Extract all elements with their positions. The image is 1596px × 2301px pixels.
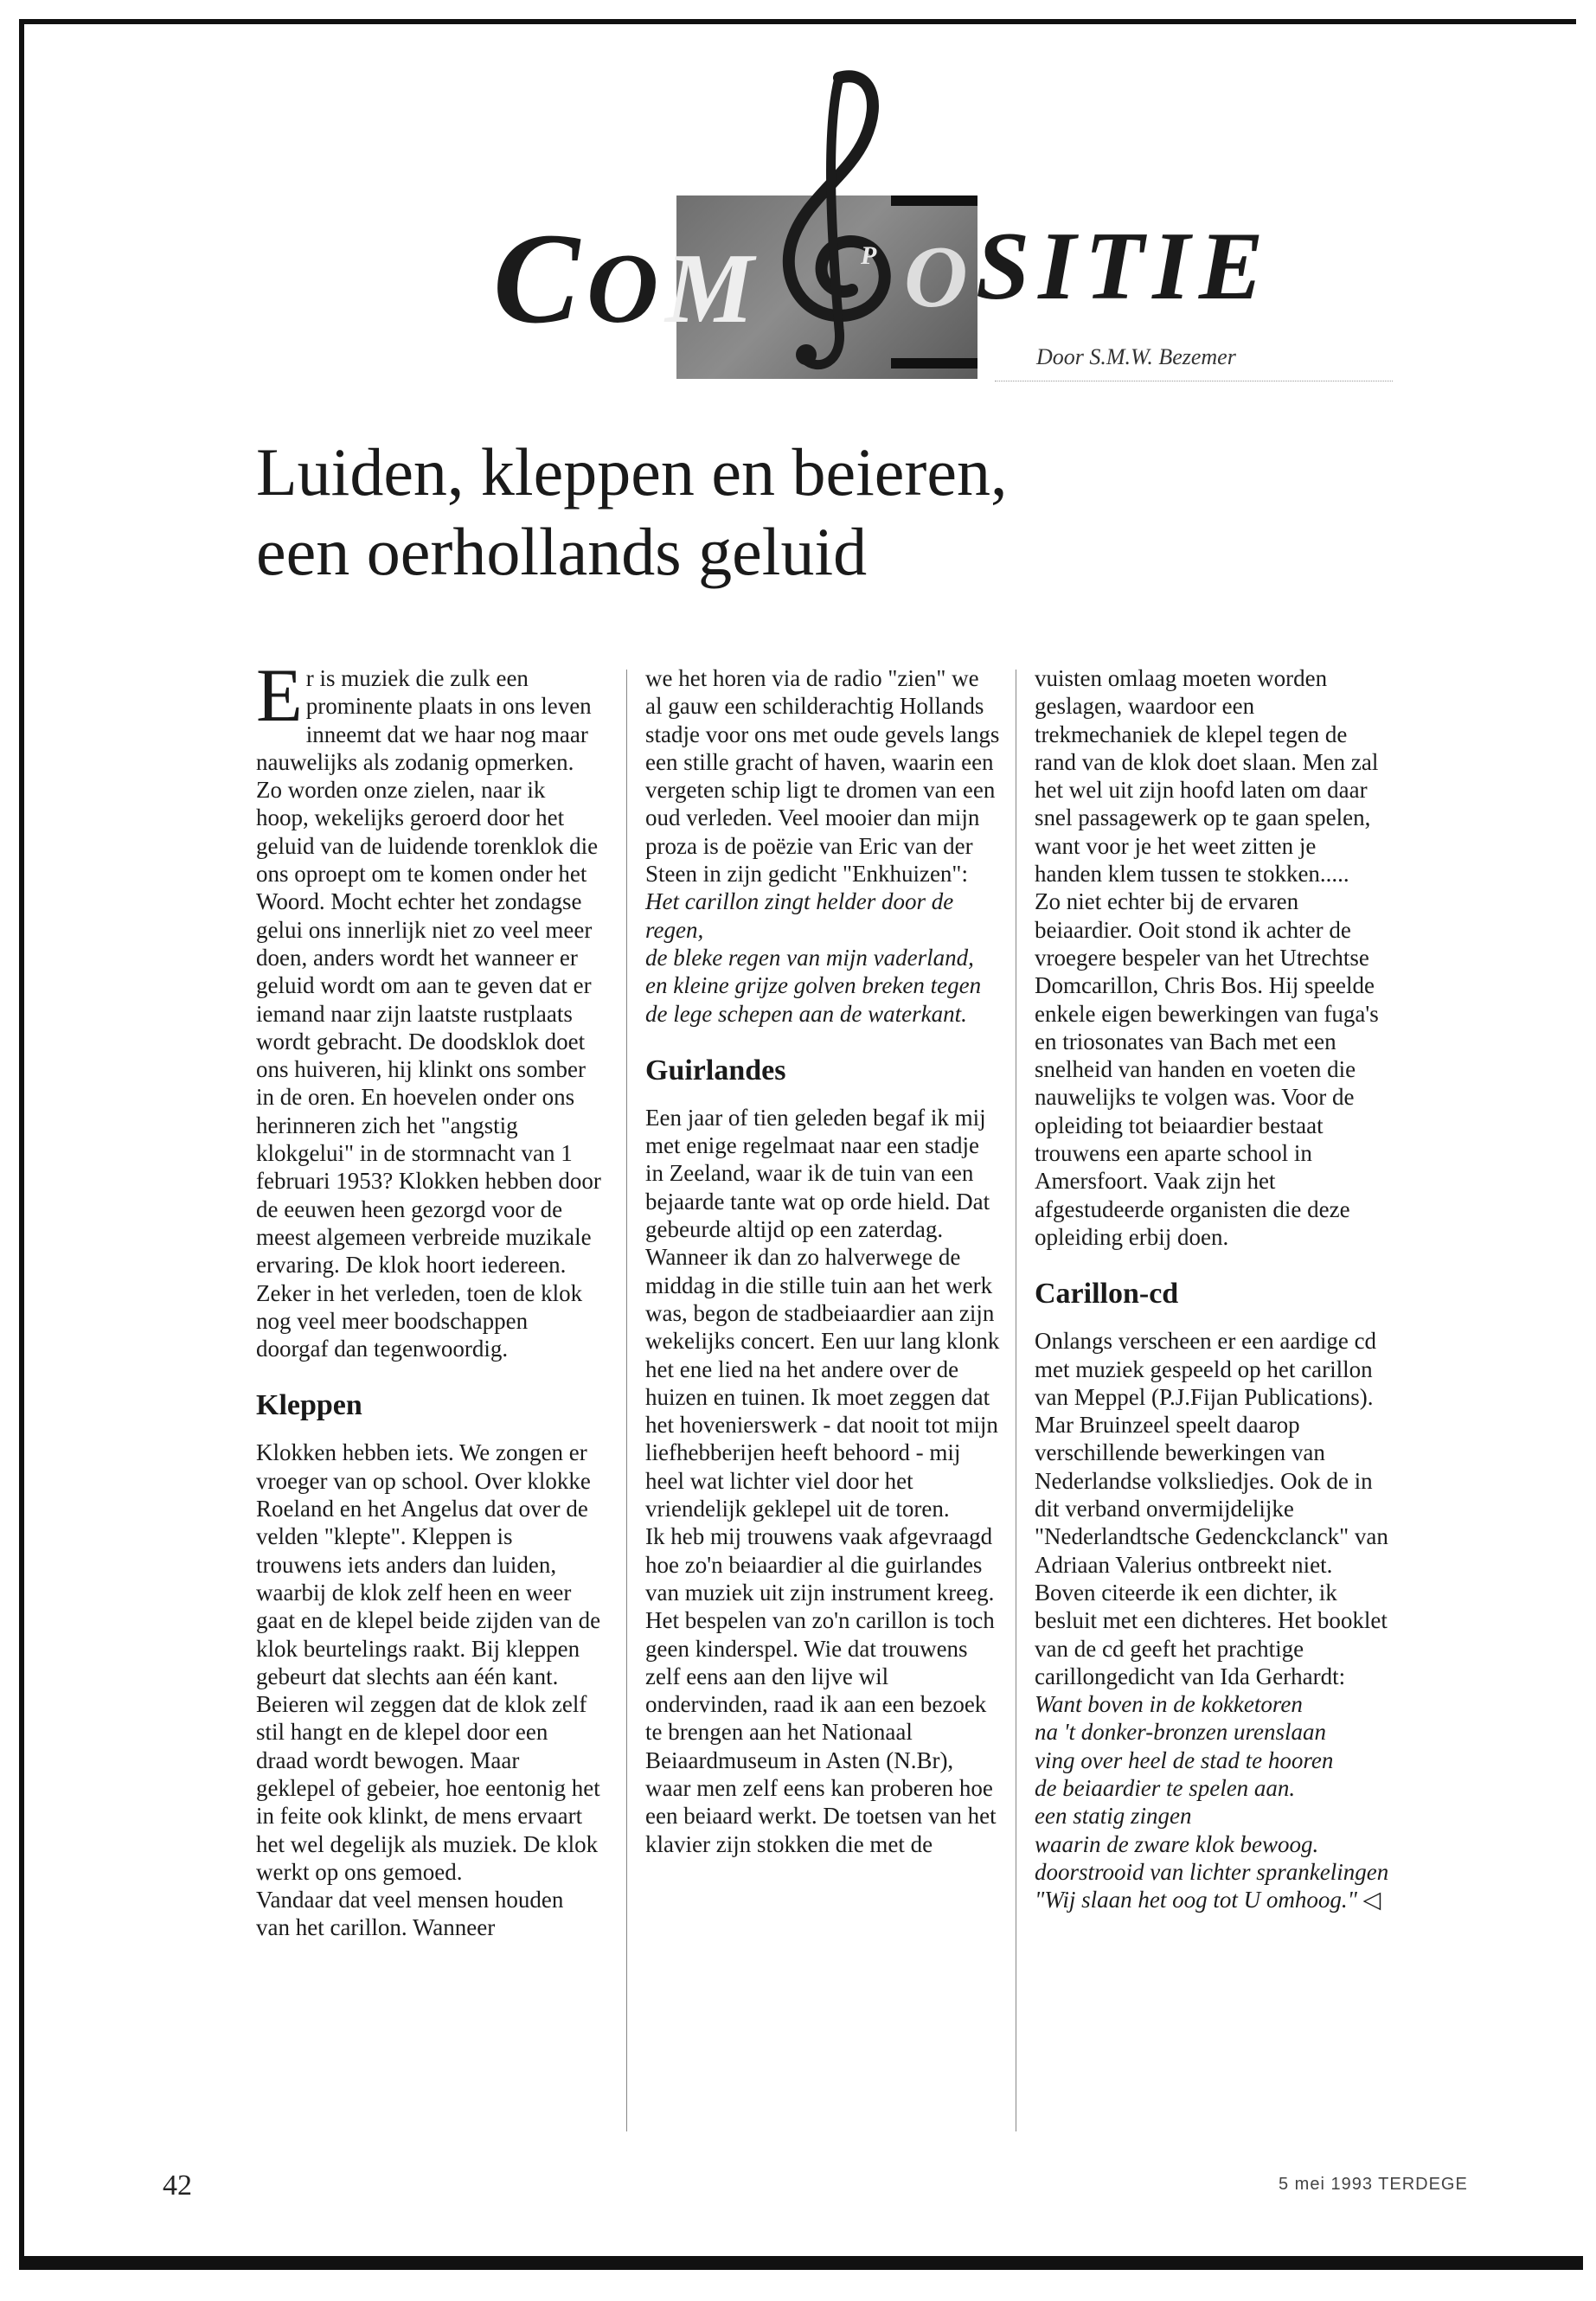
subheading-guirlandes: Guirlandes: [645, 1054, 786, 1086]
poem-gerhardt: [1035, 1690, 1389, 1913]
poem-line: de beiaardier te spelen aan.: [1035, 1774, 1296, 1801]
page-frame-left: [19, 19, 24, 2268]
article-column-3: [1035, 664, 1389, 1913]
subheading-carillon-cd: Carillon-cd: [1035, 1278, 1179, 1311]
paragraph-meppel: Onlangs verscheen er een aardige cd met muziek gespeeld op het carillon van Meppel (P.J.Fijan Publications). Mar Bruinzeel speelt daarop verschillende bewerkingen van Nederlandse volksliedjes. Ook de in dit verband onvermijdelijke "Nederlandtsche Gedenckclanck" van Adriaan Valerius ontbreekt niet.: [1035, 1328, 1388, 1578]
poem-line: de bleke regen van mijn vaderland,: [645, 944, 974, 971]
article-column-2: [645, 664, 1000, 1858]
poem-line: waarin de zware klok bewoog.: [1035, 1830, 1319, 1857]
kicker-letter-p: P: [861, 241, 877, 270]
kicker-title-right: SITIE: [976, 213, 1272, 320]
headline: [256, 433, 1294, 592]
paragraph-radio: we het horen via de radio "zien" we al gauw een schilderachtig Hollands stadje voor ons met oude gevels langs een stille gracht of haven, waarin een vergeten schip ligt te dromen van een oud verleden. Veel mooier dan mijn proza is de poëzie van Eric van der Steen in zijn gedicht "Enkhuizen":: [645, 665, 1000, 888]
paragraph-zeeland: Een jaar of tien geleden begaf ik mij met enige regelmaat naar een stadje in Zeeland, waar ik de tuin van een bejaarde tante wat op orde hield. Dat gebeurde altijd op een zaterdag. Wanneer ik dan zo halverwege de middag in die stille tuin aan het werk was, begon de stadbeiaardier aan zijn wekelijks concert. Een uur lang klonk het ene lied na het andere over de huizen en tuinen. Ik moet zeggen dat het hovenierswerk - dat nooit tot mijn liefhebberijen heeft behoord - mij heel wat lichter viel door het vriendelijk geklepel uit de toren.: [645, 1104, 1000, 1522]
page-frame-bottom: [19, 2256, 1583, 2270]
poem-line: de lege schepen aan de waterkant.: [645, 1000, 967, 1027]
subheading-kleppen: Kleppen: [256, 1389, 362, 1422]
page-frame-top: [19, 19, 1576, 24]
paragraph-beiaardmuseum: Ik heb mij trouwens vaak afgevraagd hoe zo'n beiaardier al die guirlandes van muziek uit zijn instrument kreeg. Het bespelen van zo'n carillon is toch geen kinderspel. Wie dat trouwens zelf eens aan den lijve wil ondervinden, raad ik aan een bezoek te brengen aan het Nationaal Beiaardmuseum in Asten (N.Br), waar men zelf eens kan proberen hoe een beiaard werkt. De toetsen van het klavier zijn stokken die met de: [645, 1523, 997, 1857]
kicker-title-mid: O: [904, 228, 968, 326]
poem-line: Want boven in de kokketoren: [1035, 1691, 1303, 1718]
paragraph-domcarillon: Zo niet echter bij de ervaren beiaardier. Ooit stond ik achter de vroegere bespeler van het Utrechtse Domcarillon, Chris Bos. Hij speelde enkele eigen bewerkingen van fuga's en triosonates van Bach met een snelheid van handen en voeten die nauwelijks te volgen was. Voor de opleiding tot beiaardier bestaat trouwens een aparte school in Amersfoort. Vaak zijn het afgestudeerde organisten die deze opleiding erbij doen.: [1035, 888, 1379, 1250]
column-rule-1: [626, 670, 627, 2131]
poem-line: Het carillon zingt helder door de regen,: [645, 888, 954, 943]
poem-line: ving over heel de stad te hooren: [1035, 1747, 1334, 1773]
paragraph-carillon-intro: Vandaar dat veel mensen houden van het carillon. Wanneer: [256, 1887, 564, 1941]
poem-line: "Wij slaan het oog tot U omhoog." ◁: [1035, 1887, 1381, 1913]
paragraph-vuisten: vuisten omlaag moeten worden geslagen, waardoor een trekmechaniek de klepel tegen de rand van de klok doet slaan. Men zal het wel uit zijn hoofd laten om daar snel passagewerk op te gaan spelen, want voor je het weet zitten je handen klem tussen te stokken.....: [1035, 665, 1379, 888]
poem-line: en kleine grijze golven breken tegen: [645, 972, 982, 999]
poem-enkhuizen: [645, 888, 1000, 1027]
article-column-1: [256, 654, 602, 1942]
poem-line: doorstrooid van lichter sprankelingen: [1035, 1858, 1389, 1885]
dropcap: E: [256, 654, 303, 738]
paragraph-kleppen: Klokken hebben iets. We zongen er vroeger van op school. Over klokke Roeland en het Angelus dat over de velden "klepte". Kleppen is trouwens iets anders dan luiden, waarbij de klok zelf heen en weer gaat en de klepel beide zijden van de klok beurtelings raakt. Bij kleppen gebeurt dat slechts aan één kant. Beieren wil zeggen dat de klok zelf stil hangt en de klepel door een draad wordt bewogen. Maar geklepel of gebeier, hoe eentonig het in feite ook klinkt, de mens ervaart het wel degelijk als muziek. De klok werkt op ons gemoed.: [256, 1439, 601, 1885]
treble-clef-icon: [709, 69, 934, 381]
page-number: 42: [163, 2170, 192, 2202]
paragraph-intro: Er is muziek die zulk een prominente plaats in ons leven inneemt dat we haar nog maar nauwelijks als zodanig opmerken. Zo worden onze zielen, naar ik hoop, wekelijks geroerd door het geluid van de luidende torenklok die ons oproept om te komen onder het Woord. Mocht echter het zondagse gelui ons innerlijk niet zo veel meer doen, anders wordt het wanneer er geluid wordt om aan te geven dat er iemand naar zijn laatste rustplaats wordt gebracht. De doodsklok doet ons huiveren, hij klinkt ons somber in de oren. En hoevelen onder ons herinneren zich het "angstig klokgelui" in de stormnacht van 1 februari 1953? Klokken hebben door de eeuwen heen gezorgd voor de meest algemeen verbreide muzikale ervaring. De klok hoort iedereen. Zeker in het verleden, toen de klok nog veel meer boodschappen doorgaf dan tegenwoordig.: [256, 654, 601, 1362]
issue-line: 5 mei 1993 TERDEGE: [1279, 2175, 1468, 2194]
headline-line-1: Luiden, kleppen en beieren,: [256, 434, 1008, 510]
byline: Door S.M.W. Bezemer: [1036, 344, 1236, 369]
poem-line: na 't donker-bronzen urenslaan: [1035, 1719, 1326, 1746]
headline-line-2: een oerhollands geluid: [256, 514, 868, 589]
paragraph-dichteres: Boven citeerde ik een dichter, ik besluit met een dichteres. Het booklet van de cd geeft het prachtige carillongedicht van Ida Gerhardt:: [1035, 1579, 1388, 1689]
poem-line: een statig zingen: [1035, 1803, 1192, 1830]
kicker-title-left: COM: [493, 207, 761, 350]
